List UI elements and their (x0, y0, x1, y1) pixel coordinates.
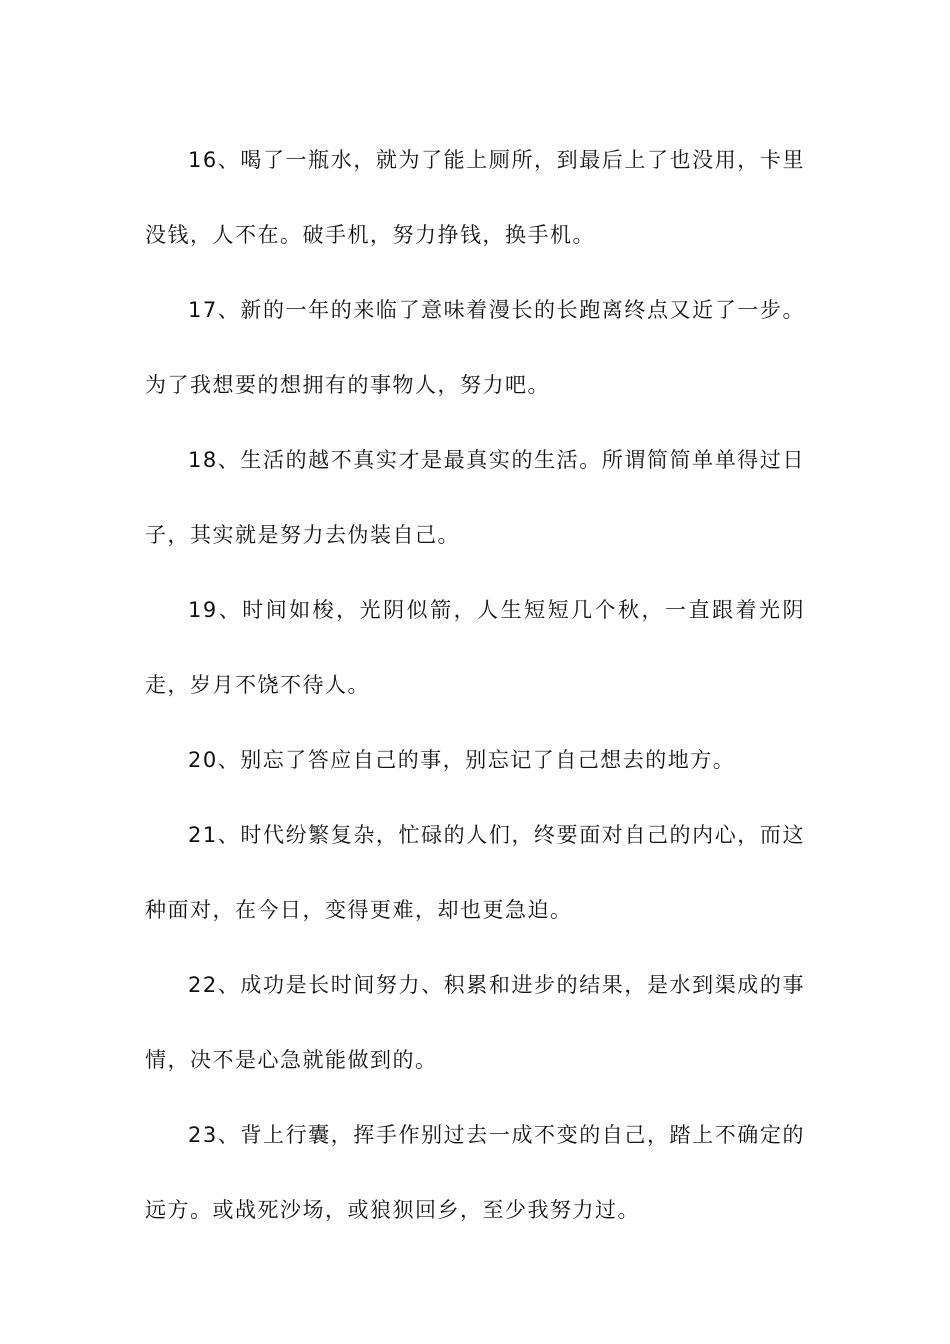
paragraph-17: 17、新的一年的来临了意味着漫长的长跑离终点又近了一步。为了我想要的想拥有的事物人，努力吧。 (145, 298, 805, 397)
paragraph-22: 22、成功是长时间努力、积累和进步的结果，是水到渠成的事情，决不是心急就能做到的。 (145, 973, 805, 1072)
paragraph-16: 16、喝了一瓶水，就为了能上厕所，到最后上了也没用，卡里没钱，人不在。破手机，努力挣钱，换手机。 (145, 148, 805, 247)
document-body (145, 123, 805, 1248)
paragraph-19: 19、时间如梭，光阴似箭，人生短短几个秋，一直跟着光阴走，岁月不饶不待人。 (145, 598, 805, 697)
paragraph-18: 18、生活的越不真实才是最真实的生活。所谓简简单单得过日子，其实就是努力去伪装自己。 (145, 448, 805, 547)
paragraph-20: 20、别忘了答应自己的事，别忘记了自己想去的地方。 (188, 748, 736, 772)
paragraph-21: 21、时代纷繁复杂，忙碌的人们，终要面对自己的内心，而这种面对，在今日，变得更难，却也更急迫。 (145, 823, 805, 922)
paragraph-23: 23、背上行囊，挥手作别过去一成不变的自己，踏上不确定的远方。或战死沙场，或狼狈回乡，至少我努力过。 (145, 1123, 805, 1222)
